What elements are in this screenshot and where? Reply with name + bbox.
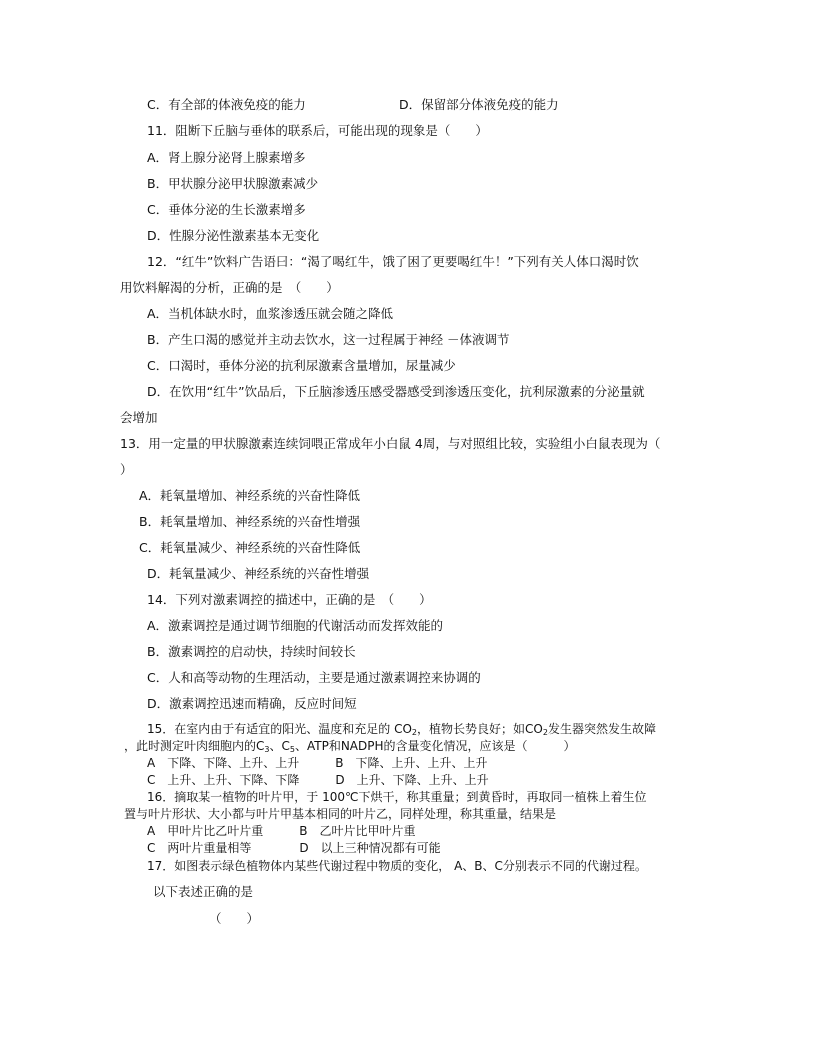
q11-option-b: B．甲状腺分泌甲状腺激素减少 — [147, 176, 319, 191]
question-14: 14．下列对激素调控的描述中，正确的是 （ ） — [147, 592, 432, 607]
q12-option-a: A．当机体缺水时，血浆渗透压就会随之降低 — [147, 306, 394, 321]
question-16-line1: 16．摘取某一植物的叶片甲，于 100℃下烘干，称其重量；到黄昏时，再取同一植株上着生位 — [147, 790, 647, 804]
question-16-line2: 置与叶片形状、大小都与叶片甲基本相同的叶片乙，同样处理，称其重量，结果是 — [124, 807, 557, 821]
q15-text-c: 发生器突然发生故障 — [547, 722, 656, 736]
q15-sub-d: 5 — [289, 745, 295, 754]
question-12-line2: 用饮料解渴的分析，正确的是 （ ） — [120, 280, 339, 295]
q15-options-1: A 下降、下降、上升、上升 B 下降、上升、上升、上升 — [147, 756, 488, 770]
question-13-line1: 13．用一定量的甲状腺激素连续饲喂正常成年小白鼠 4周，与对照组比较，实验组小白鼠表现为（ — [120, 436, 661, 451]
q14-option-d: D．激素调控迅速而精确，反应时间短 — [147, 696, 357, 711]
q11-option-d: D．性腺分泌性激素基本无变化 — [147, 228, 320, 243]
q15-options-2: C 上升、上升、下降、下降 D 上升、下降、上升、上升 — [147, 773, 489, 787]
q13-option-b: B．耗氧量增加、神经系统的兴奋性增强 — [139, 514, 361, 529]
option-d-line: D．保留部分体液免疫的能力 — [399, 97, 559, 112]
question-13-line2: ） — [120, 462, 133, 477]
q15-sub-c: 3 — [264, 745, 270, 754]
q15-text-d: ，此时测定叶肉细胞内的C — [124, 739, 265, 753]
q11-option-c: C．垂体分泌的生长激素增多 — [147, 202, 306, 217]
q11-option-a: A．肾上腺分泌肾上腺素增多 — [147, 150, 306, 165]
question-15-line1 — [147, 721, 656, 737]
q14-option-c: C．人和高等动物的生理活动，主要是通过激素调控来协调的 — [147, 670, 481, 685]
question-17-line1: 17．如图表示绿色植物体内某些代谢过程中物质的变化， A、B、C分别表示不同的代谢过程。 — [147, 859, 647, 873]
option-c-line: C．有全部的体液免疫的能力 — [147, 97, 306, 112]
q12-option-d-line2: 会增加 — [120, 410, 158, 425]
question-12-line1: 12．“红牛”饮料广告语曰：“渴了喝红牛，饿了困了更要喝红牛！”下列有关人体口渴时饮 — [147, 254, 639, 269]
q16-options-1: A 甲叶片比乙叶片重 B 乙叶片比甲叶片重 — [147, 824, 416, 838]
question-15-line2 — [124, 738, 576, 754]
q15-sub-b: 2 — [542, 728, 548, 737]
question-17-answer-blank: （ ） — [209, 911, 260, 926]
q14-option-b: B．激素调控的启动快，持续时间较长 — [147, 644, 356, 659]
q12-option-d-line1: D．在饮用“红牛”饮品后，下丘脑渗透压感受器感受到渗透压变化，抗利尿激素的分泌量就 — [147, 384, 645, 399]
q13-option-d: D．耗氧量减少、神经系统的兴奋性增强 — [147, 566, 370, 581]
q13-option-c: C．耗氧量减少、神经系统的兴奋性降低 — [139, 540, 361, 555]
q15-text-f: 、ATP和NADPH的含量变化情况，应该是（ ） — [294, 739, 576, 753]
q12-option-b: B．产生口渴的感觉并主动去饮水，这一过程属于神经 －体液调节 — [147, 332, 510, 347]
q15-text-b: ，植物长势良好；如CO — [417, 722, 543, 736]
q16-options-2: C 两叶片重量相等 D 以上三种情况都有可能 — [147, 841, 441, 855]
q15-text-a: 15．在室内由于有适宜的阳光、温度和充足的 CO — [147, 722, 412, 736]
q13-option-a: A．耗氧量增加、神经系统的兴奋性降低 — [139, 488, 361, 503]
q15-sub-a: 2 — [411, 728, 418, 737]
q14-option-a: A．激素调控是通过调节细胞的代谢活动而发挥效能的 — [147, 618, 444, 633]
q15-text-e: 、C — [269, 739, 290, 753]
question-11: 11．阻断下丘脑与垂体的联系后，可能出现的现象是（ ） — [147, 123, 488, 138]
question-17-line2: 以下表述正确的是 — [153, 884, 254, 899]
q12-option-c: C．口渴时，垂体分泌的抗利尿激素含量增加，尿量减少 — [147, 358, 456, 373]
